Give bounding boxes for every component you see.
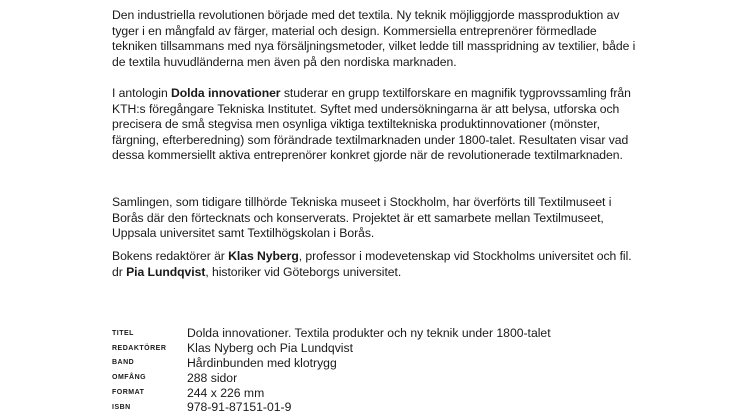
editor-name-1: Klas Nyberg (228, 249, 299, 263)
book-metadata-table (112, 326, 551, 415)
book-title-bold: Dolda innovationer (171, 86, 281, 100)
metadata-label: FORMAT (112, 389, 145, 397)
metadata-label: REDAKTÖRER (112, 344, 167, 352)
collection-paragraph: Samlingen, som tidigare tillhörde Tekniska museet i Stockholm, har överförts till Textilmuseet i Borås där den förtecknats och konserverats. Projektet är ett samarbete mellan Textilmuseet, Uppsala universitet samt Textilhögskolan i Borås. (112, 195, 612, 241)
metadata-label: BAND (112, 359, 135, 367)
metadata-row-editors (112, 341, 551, 356)
editors-text-mid: , professor i modevetenskap vid Stockholms universitet och fil. dr (112, 249, 632, 279)
metadata-value: 288 sidor (187, 370, 238, 385)
metadata-value: Dolda innovationer. Textila produkter och ny teknik under 1800-talet (187, 326, 551, 341)
editors-paragraph (112, 249, 642, 280)
anthology-text-rest: studerar en grupp textilforskare en magnifik tygprovssamling från KTH:s föregångare Tekniska Institutet. Syftet med undersökningarna är att belysa, utforska och precisera de små stegvisa men osynliga viktiga textiltekniska produktinnovationer (mönster, färgning, efterberedning) som förändrade textilmarknaden under 1800-talet. Resultaten visar vad dessa kommersiellt aktiva entreprenörer konkret gjorde när de revolutionerade textilmarknaden. (112, 86, 631, 163)
metadata-row-binding (112, 356, 551, 371)
metadata-value: 244 x 226 mm (187, 385, 265, 400)
intro-paragraph: Den industriella revolutionen började med det textila. Ny teknik möjliggjorde massproduktion av tyger i en mångfald av färger, material och design. Kommersiella entreprenörer förmedlade tekniken tillsammans med nya försäljningsmetoder, vilket ledde till masspridning av textilier, både i de textila huvudländerna men även på den nordiska marknaden. (112, 8, 636, 69)
metadata-value: Klas Nyberg och Pia Lundqvist (187, 341, 353, 356)
metadata-row-format (112, 385, 551, 400)
metadata-row-title (112, 326, 551, 341)
editor-name-2: Pia Lundqvist (126, 264, 206, 279)
anthology-paragraph (112, 86, 642, 164)
metadata-value: 978-91-87151-01-9 (187, 400, 292, 415)
anthology-text-start: I antologin (112, 86, 172, 100)
metadata-value: Hårdinbunden med klotrygg (187, 355, 337, 370)
metadata-row-isbn (112, 400, 551, 415)
metadata-label: ISBN (112, 403, 131, 411)
editors-text-end: , historiker vid Göteborgs universitet. (205, 264, 402, 279)
metadata-label: OMFÅNG (112, 374, 147, 382)
metadata-row-pages (112, 370, 551, 385)
metadata-label: TITEL (112, 329, 134, 337)
editors-text-start: Bokens redaktörer är (112, 249, 229, 263)
